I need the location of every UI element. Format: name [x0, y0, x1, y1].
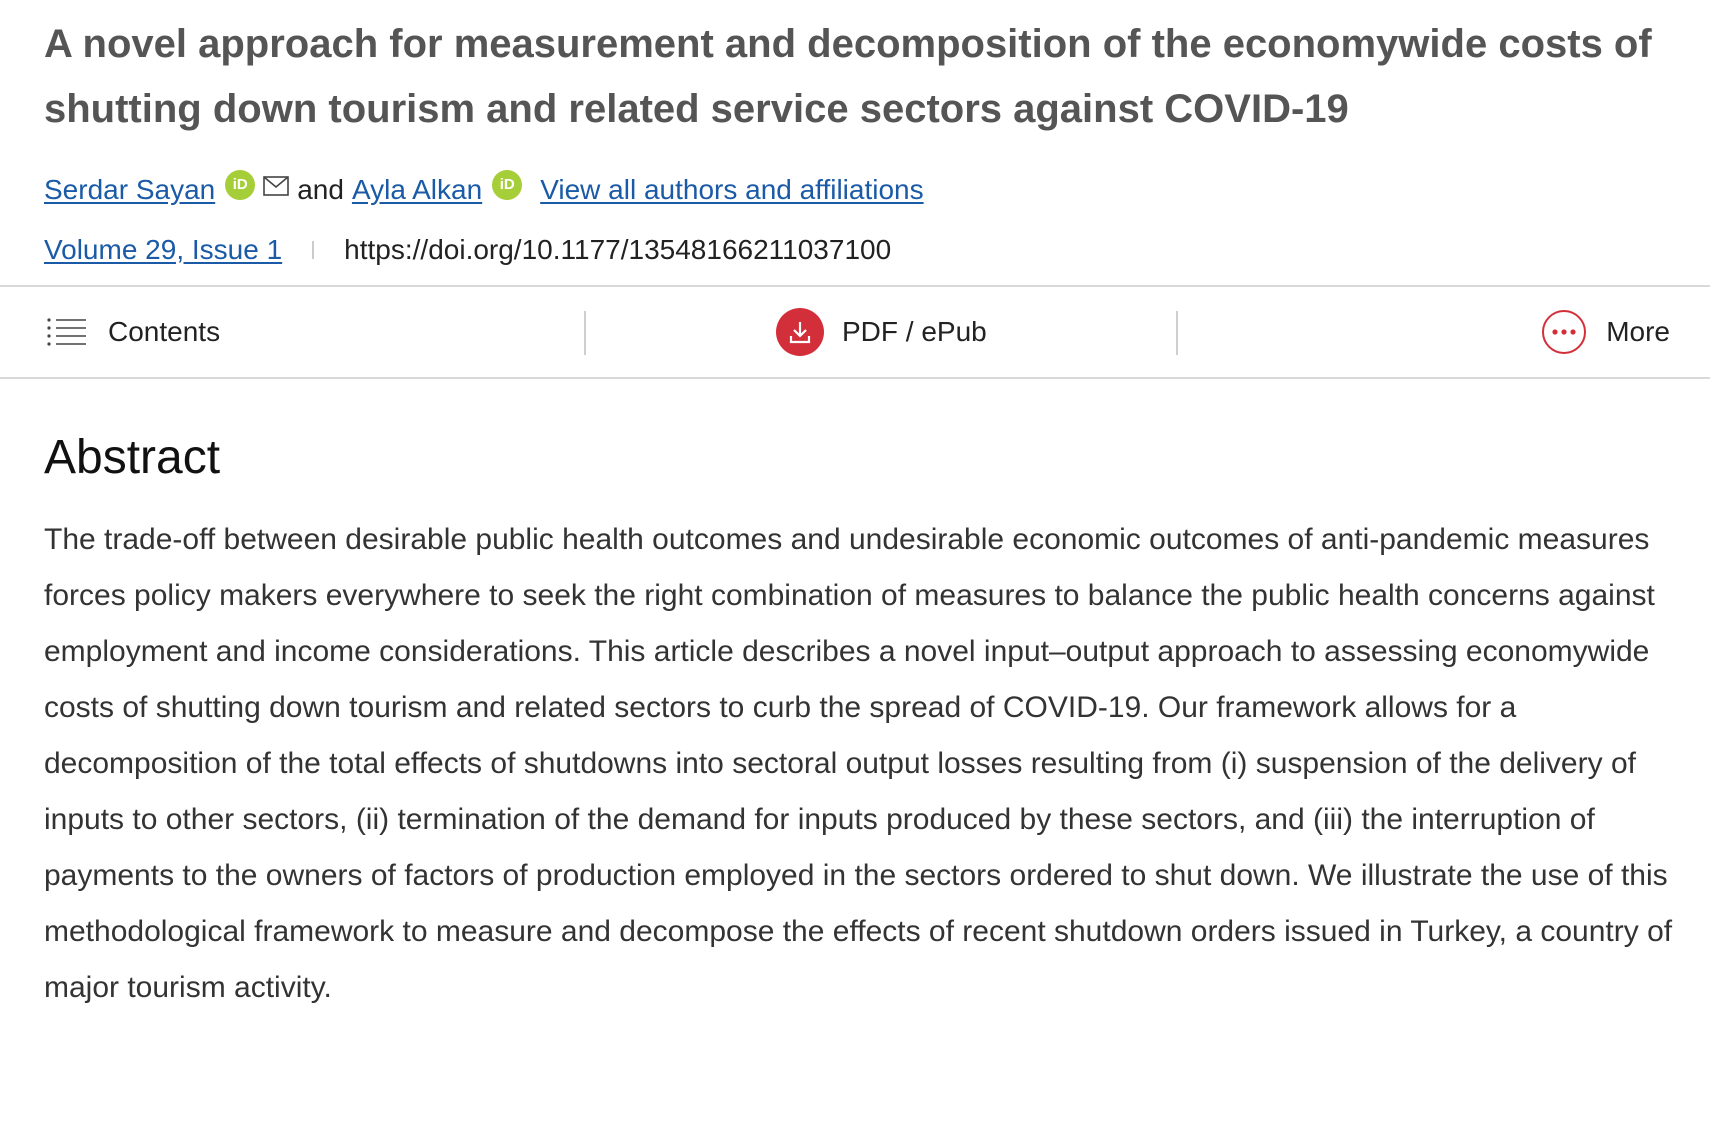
envelope-icon[interactable]: [263, 176, 289, 196]
abstract-text: The trade-off between desirable public health outcomes and undesirable economic outcomes of anti-pandemic measures forces policy makers everywhere to seek the right combination of measures to balance the public health concerns against employment and income considerations. This article describes a novel input–output approach to assessing economywide costs of shutting down tourism and related sectors to curb the spread of COVID-19. Our framework allows for a decomposition of the total effects of shutdowns into sectoral output losses resulting from (i) suspension of the delivery of inputs to other sectors, (ii) termination of the demand for inputs produced by these sectors, and (iii) the interruption of payments to the owners of factors of production employed in the sectors ordered to shut down. We illustrate the use of this methodological framework to measure and decompose the effects of recent shutdown orders issued in Turkey, a country of major tourism activity.: [44, 523, 1673, 1004]
issue-row: [44, 228, 891, 272]
view-all-authors-link[interactable]: View all authors and affiliations: [540, 174, 924, 205]
contents-button[interactable]: [46, 287, 220, 377]
volume-issue-link[interactable]: Volume 29, Issue 1: [44, 234, 283, 265]
pdf-epub-button[interactable]: [776, 287, 987, 377]
orcid-icon[interactable]: iD: [225, 170, 255, 200]
article-toolbar: [0, 285, 1710, 379]
orcid-icon[interactable]: iD: [492, 170, 522, 200]
author-link-serdar-sayan[interactable]: Serdar Sayan: [44, 174, 216, 205]
and-text: and: [297, 174, 344, 205]
doi-text: https://doi.org/10.1177/13548166211037100: [344, 234, 892, 265]
author-link-ayla-alkan[interactable]: Ayla Alkan: [351, 174, 483, 205]
ellipsis-icon: [1542, 310, 1586, 354]
more-button[interactable]: [1542, 287, 1670, 377]
download-icon: [776, 308, 824, 356]
author-line: [44, 168, 924, 212]
divider: [312, 241, 314, 259]
contents-label: Contents: [108, 316, 221, 347]
abstract-heading: Abstract: [44, 431, 221, 484]
pdf-epub-label: PDF / ePub: [842, 316, 987, 347]
toolbar-divider: [1176, 311, 1178, 355]
toolbar-divider: [584, 311, 586, 355]
article-title: A novel approach for measurement and decomposition of the economywide costs of shutting down tourism and related service sectors against COVID-19: [44, 22, 1652, 131]
list-icon: [46, 316, 88, 348]
more-label: More: [1606, 316, 1670, 347]
